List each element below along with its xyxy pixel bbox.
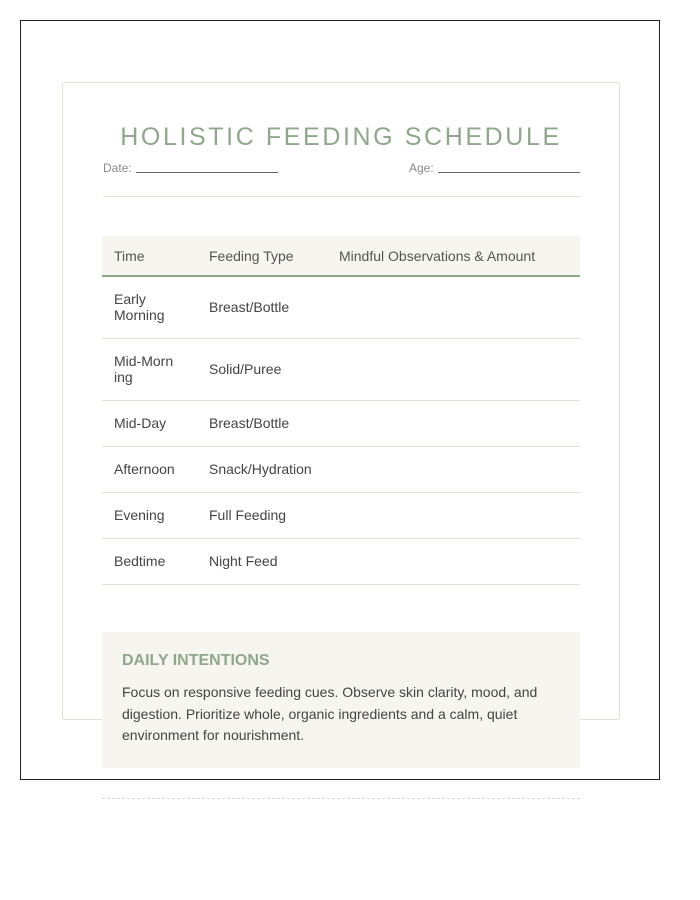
observations-cell[interactable] (327, 400, 580, 446)
observations-cell[interactable] (327, 338, 580, 400)
table-row (102, 492, 580, 538)
time-text: Early Morning (114, 291, 165, 324)
daily-intentions-title: DAILY INTENTIONS (122, 652, 270, 669)
page-title: HOLISTIC FEEDING SCHEDULE (120, 123, 562, 151)
time-cell (102, 276, 197, 338)
date-blank-line[interactable] (136, 172, 278, 173)
age-blank-line[interactable] (438, 172, 580, 173)
observations-cell[interactable] (327, 446, 580, 492)
table-row (102, 400, 580, 446)
table-header-row (102, 236, 580, 276)
feeding-type-cell: Breast/Bottle (197, 276, 327, 338)
feeding-schedule-table (102, 236, 580, 585)
daily-intentions-text: Focus on responsive feeding cues. Observe skin clarity, mood, and digestion. Prioritize whole, organic ingredients and a calm, quiet environment for nourishment. (122, 684, 538, 743)
column-header-observations: Mindful Observations & Amount (339, 247, 536, 264)
daily-intentions-panel (102, 632, 580, 768)
observations-cell[interactable] (327, 538, 580, 584)
table-row (102, 446, 580, 492)
feeding-type-cell: Solid/Puree (197, 338, 327, 400)
time-cell: Evening (102, 492, 197, 538)
feeding-type-cell: Full Feeding (197, 492, 327, 538)
feeding-type-cell: Night Feed (197, 538, 327, 584)
column-header-feeding-type: Feeding Type (209, 247, 294, 264)
time-cell: Mid-Day (102, 400, 197, 446)
time-cell: Afternoon (102, 446, 197, 492)
observations-cell[interactable] (327, 492, 580, 538)
time-cell (102, 338, 197, 400)
time-cell: Bedtime (102, 538, 197, 584)
table-row (102, 276, 580, 338)
time-text: Mid-Morning (114, 353, 174, 385)
date-field (103, 161, 278, 175)
header-divider (103, 196, 581, 197)
feeding-type-cell: Breast/Bottle (197, 400, 327, 446)
table-row (102, 338, 580, 400)
column-header-time: Time (114, 247, 145, 264)
page-break-divider (102, 798, 580, 799)
table-row (102, 538, 580, 584)
age-label: Age: (409, 161, 434, 175)
feeding-type-cell: Snack/Hydration (197, 446, 327, 492)
age-field (409, 161, 580, 175)
observations-cell[interactable] (327, 276, 580, 338)
date-label: Date: (103, 161, 132, 175)
